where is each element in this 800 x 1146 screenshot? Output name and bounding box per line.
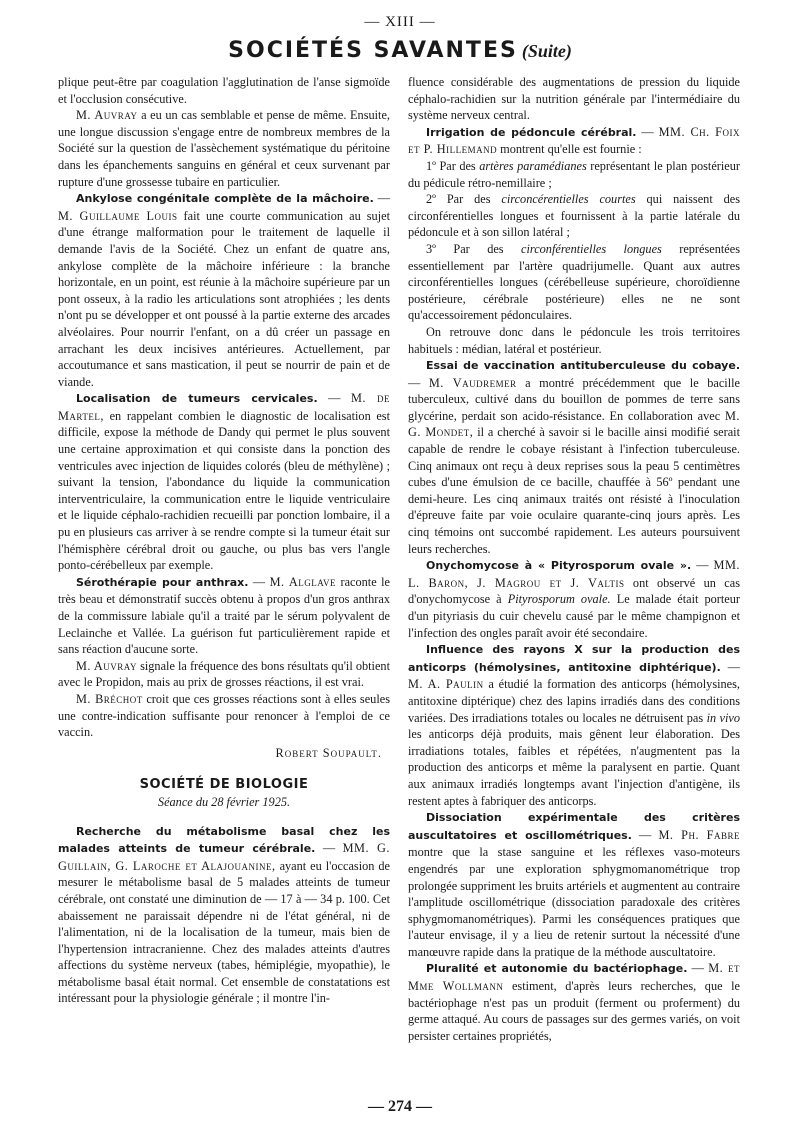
speaker-name: MM. Ch. Foix et P. Hillemand	[408, 124, 740, 157]
paragraph: Dissociation expérimentale des critères auscultatoires et oscillométriques. — M. Ph. Fabre montre que la stase sanguine et les réflexes vaso-moteurs engendrés par une exploration sphygmomanométrique trop prolongée suppriment les bruits artériels et augmentent au contraire l'amplitude oscillométrique (dissociation paradoxale des critères sphygmomanométriques). Parmi les conséquences pratiques que l'auteur envisage, il y a lieu de retenir surtout la nécessité d'une manœuvre rapide dans la pratique de la méthode auscultatoire.	[408, 811, 740, 959]
paragraph-text: a étudié la formation des anticorps (hémolysines, antitoxine diptérique) chez des lapins irradiés dans des conditions variées. Des irradiations totales ou locales ne détruisent pas	[408, 677, 740, 725]
paragraph-heading: Onychomycose à « Pityrosporum ovale ».	[426, 559, 692, 573]
list-marker: 1º Par des	[426, 158, 480, 173]
paragraph-text: fait une courte communication au sujet d'une étrange malformation pour le traitement de laquelle il demande l'avis de la Société. Chez un enfant de quatre ans, ankylose complète de la mâchoire inférieure : la branche horizontale, en un point, est réunie à la mâchoire supérieure par un pont osseux, à la radio les articulations sont atrophiées ; les dents n'ont pu se développer et ont poussé à la partie externe des arcades alvéolaires. Pour nourrir l'enfant, on a dû créer un passage en arrachant les deux incisives antérieures. Actuellement, par accoutumance et sans mastication, il peut se nourrir de pain et de viande.	[58, 208, 390, 389]
paragraph: Influence des rayons X sur la production des anticorps (hémolysines, antitoxine diphtérique). — M. A. Paulin a étudié la formation des anticorps (hémolysines, antitoxine diptérique) chez des lapins irradiés dans des conditions variées. Des irradiations totales ou locales ne détruisent pas in vivo les anticorps déjà produits, mais gênent leur élaboration. Des irradiations totales, faibles et répétées, n'augmentent pas la production des anticorps et même la paralysent en partie. Quant aux animaux irradiés longtemps avant l'injection d'antigène, ils restent aptes à fabriquer des anticorps.	[408, 643, 741, 808]
paragraph	[58, 107, 390, 190]
speaker-name: M. et Mme Wollmann	[408, 961, 741, 994]
paragraph-text: montrent qu'elle est fournie :	[497, 142, 642, 157]
paragraph-text: a montré précédemment que le bacille tuberculeux, cultivé dans du bouillon de pommes de terre sans glycérine, perdait son acido-résistance. En collaboration avec	[408, 375, 740, 423]
paragraph: Localisation de tumeurs cervicales. — M. de Martel, en rappelant combien le diagnostic de localisation est difficile, expose la méthode de Dandy qui permet le plus souvent une certaine approximation et qui consiste dans la ponction des ventricules avec injection de liquides colorés (bleu de méthylène) ; suivant la tension, l'abondance du liquide la communication interventriculaire, la communication entre le liquide ventriculaire et le liquide céphalo-rachidien recueilli par ponction lombaire, il a pu en plusieurs cas arriver à se rendre compte si la tumeur était sur l'hémisphère cérébral droit ou gauche, ou plus bas vers l'angle ponto-cérébelleux par exemple.	[58, 391, 390, 573]
paragraph-heading: Dissociation expérimentale des critères auscultatoires et oscillométriques.	[408, 811, 740, 842]
paragraph-text: croit que ces grosses réactions sont à elles seules une contre-indication suffisante pour renoncer à l'emploi de ce vaccin.	[58, 691, 390, 740]
speaker-name: M. Guillaume Louis	[58, 208, 178, 223]
speaker-name: M. G. Mondet,	[408, 408, 740, 440]
paragraph-text: montre que la stase sanguine et les réflexes vaso-moteurs engendrés par une exploration sphygmomanométrique trop prolongée suppriment les bruits artériels et augmentent au contraire l'amplitude oscillométrique (dissociation paradoxale des critères sphygmomanométriques). Parmi les conséquences pratiques que l'auteur envisage, il y a lieu de retenir surtout la nécessité d'une manœuvre rapide dans la pratique de la méthode auscultatoire.	[408, 845, 740, 959]
paragraph-heading: Influence des rayons X sur la production des anticorps (hémolysines, antitoxine diphtérique).	[408, 643, 740, 674]
paragraph-heading: Pluralité et autonomie du bactériophage.	[426, 962, 688, 976]
paragraph-text: ont observé un cas d'onychomycose à	[408, 575, 740, 607]
masthead-suffix: (Suite)	[521, 41, 572, 61]
paragraph: plique peut-être par coagulation l'agglutination de l'anse sigmoïde et l'occlusion consécutive.	[58, 75, 390, 106]
speaker-name: MM. L. Baron, J. Magrou et J. Valtis	[408, 558, 740, 590]
paragraph: Essai de vaccination antituberculeuse du cobaye. — M. Vaudremer a montré précédemment que le bacille tuberculeux, cultivé dans du bouillon de pommes de terre sans glycérine, perdait son acido-résistance. En collaboration avec M. G. Mondet, il a cherché à savoir si le bacille ainsi modifié serait capable de rendre le cobaye résistant à l'infection tuberculeuse. Cinq animaux ont reçu à deux reprises sous la peau 5 centimètres cubes d'une émulsion de ce bacille, chauffée à 56º pendant une demi-heure. Les cinq animaux traités ont résisté à l'inoculation d'épreuve faite par voie oculaire quarante-cinq jours après. Les cinq témoins ont succombé rapidement. Les auteurs poursuivent leurs recherches.	[408, 359, 740, 556]
paragraph-heading: Localisation de tumeurs cervicales.	[76, 392, 318, 406]
speaker-name: M. A. Paulin	[408, 677, 484, 692]
paragraph: Sérothérapie pour anthrax. — M. Alglave raconte le très beau et démonstratif succès obtenu à propos d'un gros anthrax de la commissure labiale qu'il a traité par le sérum polyvalent de Leclainche et Vallée. La guérison fut particulièrement rapide et sans réaction d'aucune sorte.	[58, 574, 390, 657]
author-signature: Robert Soupault.	[275, 745, 382, 760]
paragraph-text: en rappelant combien le diagnostic de localisation est difficile, expose la méthode de Dandy qui permet le plus souvent une certaine approximation et qui consiste dans la ponction des ventricules avec injection de liquides colorés (bleu de méthylène) ; suivant la tension, l'abondance du liquide la communication interventriculaire, la communication entre le liquide ventriculaire et le liquide céphalo-rachidien recueilli par ponction lombaire, il a pu en plusieurs cas arriver à se rendre compte si la tumeur était sur l'hémisphère cérébral droit ou gauche, ou plus bas vers l'angle ponto-cérébelleux par exemple.	[58, 408, 390, 573]
list-item	[408, 158, 740, 191]
section-title: SOCIÉTÉ DE BIOLOGIE	[139, 777, 309, 793]
list-marker: 3º Par des	[426, 241, 521, 256]
emphasis: circoncérentielles courtes	[501, 192, 636, 207]
paragraph: Recherche du métabolisme basal chez les malades atteints de tumeur cérébrale. — MM. G. Guillain, G. Laroche et Alajouanine, ayant eu l'occasion de mesurer le métabolisme basal de 5 malades atteints de tumeur cérébrale, ont constaté une diminution de — 17 à — 34 p. 100. Cet abaissement ne paraissait dépendre ni de l'état général, ni de l'alimentation, ni de la localisation de la tumeur, mais bien de l'hypertension intracranienne. Chez des malades atteints d'autres affections du système nerveux (tabes, hémiplégie, myopathie), le métabolisme basal était normal. Cet ensemble de constatations est intéressant pour la physiologie générale ; il montre l'in-	[58, 824, 390, 1006]
section-date: Séance du 28 février 1925.	[157, 794, 291, 809]
paragraph-heading: Recherche du métabolisme basal chez les malades atteints de tumeur cérébrale.	[58, 824, 390, 856]
list-item	[408, 241, 740, 324]
paragraph: On retrouve donc dans le pédoncule les trois territoires habituels : médian, latéral et postérieur.	[408, 324, 740, 356]
left-column	[58, 74, 390, 1007]
paragraph-text: raconte le très beau et démonstratif succès obtenu à propos d'un gros anthrax de la commissure labiale qu'il a traité par le sérum polyvalent de Leclainche et Vallée. La guérison fut particulièrement rapide et sans réaction d'aucune sorte.	[58, 574, 390, 657]
speaker-name: M. de Martel,	[58, 391, 390, 423]
roman-page-number: — XIII —	[364, 14, 436, 30]
emphasis: Pityrosporum ovale.	[507, 592, 611, 607]
list-marker: 2º Par des	[426, 192, 502, 207]
speaker-name: M. Vaudremer	[428, 375, 517, 390]
paragraph	[58, 658, 390, 691]
paragraph: Onychomycose à « Pityrosporum ovale ». — MM. L. Baron, J. Magrou et J. Valtis ont observé un cas d'onychomycose à Pityrosporum ovale. Le malade était porteur d'un pityriasis du cuir chevelu causé par le même champignon et l'infection des ongles paraît avoir été secondaire.	[408, 558, 740, 640]
paragraph: fluence considérable des augmentations de pression du liquide céphalo-rachidien sur la nutrition générale par l'intermédiaire du système nerveux central.	[408, 75, 740, 123]
masthead	[0, 38, 800, 63]
page-number: — 274 —	[368, 1098, 432, 1115]
speaker-name: M. Ph. Fabre	[658, 827, 740, 842]
masthead-title: SOCIÉTÉS SAVANTES	[228, 38, 518, 63]
paragraph-text: Le malade était porteur d'un pityriasis du cuir chevelu causé par le même champignon et l'infection des ongles paraît avoir été secondaire.	[408, 592, 740, 640]
paragraph-heading: Ankylose congénitale complète de la mâchoire.	[76, 192, 374, 206]
paragraph: Pluralité et autonomie du bactériophage. — M. et Mme Wollmann estiment, d'après leurs recherches, que le bactériophage n'est pas un produit (ferment ou proferment) du germe attaqué. Au cours de passages sur des germes variés, on voit persister certaines propriétés,	[408, 961, 741, 1043]
paragraph-heading: Essai de vaccination antituberculeuse du cobaye.	[426, 359, 740, 373]
right-column	[408, 74, 740, 1044]
paragraph: Ankylose congénitale complète de la mâchoire. — M. Guillaume Louis fait une courte communication au sujet d'une étrange malformation pour le traitement de laquelle il demande l'avis de la Société. Chez un enfant de quatre ans, ankylose complète de la mâchoire inférieure : la branche horizontale, en un point, est réunie à la mâchoire supérieure par un pont osseux, à la radio les articulations sont atrophiées ; les dents n'ont pu se développer et ont poussé à la partie externe des arcades alvéolaires. Pour nourrir l'enfant, on a dû créer un passage en arrachant les deux incisives antérieures. Actuellement, par accoutumance et sans mastication, il peut se nourrir de pain et de viande.	[58, 191, 391, 389]
speaker-name: M. Auvray	[76, 108, 138, 123]
paragraph-text: il a cherché à savoir si le bacille ainsi modifié serait capable de rendre le cobaye résistant à l'infection tuberculeuse. Cinq animaux ont reçu à deux reprises sous la peau 5 centimètres cubes d'une émulsion de ce bacille, chauffée à 56º pendant une demi-heure. Les cinq animaux traités ont résisté à l'inoculation d'épreuve faite par voie oculaire quarante-cinq jours après. Les cinq témoins ont succombé rapidement. Les auteurs poursuivent leurs recherches.	[408, 425, 740, 556]
emphasis: in vivo	[706, 710, 740, 725]
list-item	[408, 191, 740, 241]
paragraph-text: représentant le plan postérieur du pédicule rétro-nemillaire ;	[408, 158, 740, 190]
emphasis: circonférentielles longues	[521, 241, 662, 256]
speaker-name: MM. G. Guillain, G. Laroche et Alajouanine,	[58, 841, 390, 873]
paragraph-text: signale la fréquence des bons résultats qu'il obtient avec le Propidon, mais au prix de grosses réactions, il est vrai.	[58, 658, 390, 690]
paragraph-text: ayant eu l'occasion de mesurer le métabolisme basal de 5 malades atteints de tumeur cérébrale, ont constaté une diminution de — 17 à — 34 p. 100. Cet abaissement ne paraissait dépendre ni de l'état général, ni de l'alimentation, ni de la localisation de la tumeur, mais bien de l'hypertension intracranienne. Chez des malades atteints d'autres affections du système nerveux (tabes, hémiplégie, myopathie), le métabolisme basal était normal. Cet ensemble de constatations est intéressant pour la physiologie générale ; il montre l'in-	[58, 858, 390, 1006]
emphasis: artères paramédianes	[479, 158, 587, 173]
paragraph-text: estiment, d'après leurs recherches, que le bactériophage n'est pas un produit (ferment ou proferment) du germe attaqué. Au cours de passages sur des germes variés, on voit persister certaines propriétés,	[408, 979, 740, 1043]
paragraph-heading: Sérothérapie pour anthrax.	[76, 575, 249, 589]
paragraph	[58, 691, 390, 741]
paragraph-text: qui naissent des circonférentielles longues et fournissent à la partie latérale du pédoncule et à son sillon latéral ;	[408, 192, 741, 240]
paragraph-heading: Irrigation de pédoncule cérébral.	[426, 125, 637, 139]
paragraph-text: a eu un cas semblable et pense de même. Ensuite, une longue discussion s'engage entre de nombreux membres de la Société sur la question de l'assèchement systématique du péritoine dans les épanchements sanguins en général et ceux survenant par rupture d'une grossesse tubaire en particulier.	[58, 108, 391, 189]
speaker-name: M. Bréchot	[76, 691, 143, 706]
paragraph-text: les anticorps déjà produits, mais gênent leur élaboration. Des irradiations totales, faibles et répétées, n'augmentent pas la production des anticorps et même la paralysent en partie. Quant aux animaux irradiés longtemps avant l'injection d'antigène, ils restent aptes à fabriquer des anticorps.	[408, 727, 740, 808]
speaker-name: M. Auvray	[76, 658, 137, 673]
speaker-name: M. Alglave	[269, 574, 337, 589]
paragraph: Irrigation de pédoncule cérébral. — MM. Ch. Foix et P. Hillemand montrent qu'elle est fournie :	[408, 124, 740, 157]
paragraph-text: représentées essentiellement par l'artère quadrijumelle. Quant aux autres circonférentielles longues (cérébelleuse supérieure, choroïdienne postérieure, cérébrale postérieure) elles ne ne sont qu'accessoirement pédonculaires.	[408, 241, 740, 323]
